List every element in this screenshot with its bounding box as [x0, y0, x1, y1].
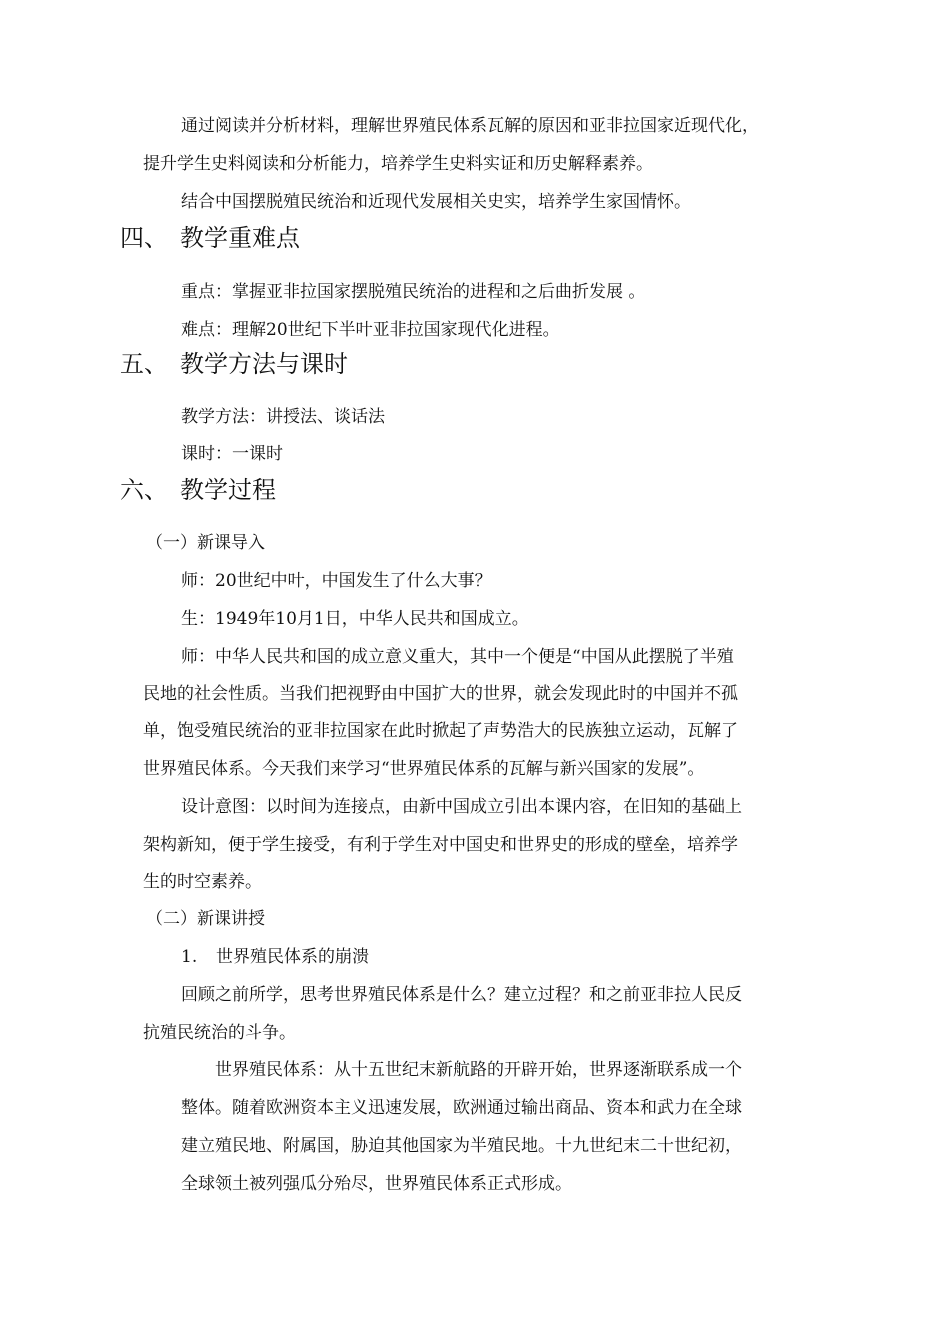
design-intent-line-1: 设计意图：以时间为连接点，由新中国成立引出本课内容，在旧知的基础上 [181, 797, 742, 817]
teacher-line-3: 单，饱受殖民统治的亚非拉国家在此时掀起了声势浩大的民族独立运动，瓦解了 [143, 721, 738, 741]
definition-line-3: 建立殖民地、附属国，胁迫其他国家为半殖民地。十九世纪末二十世纪初， [181, 1136, 742, 1156]
definition-line-4: 全球领土被列强瓜分殆尽，世界殖民体系正式形成。 [181, 1174, 572, 1194]
heading-number: 五、 [120, 350, 168, 378]
heading-method [120, 349, 348, 379]
definition-line-2: 整体。随着欧洲资本主义迅速发展，欧洲通过输出商品、资本和武力在全球 [181, 1098, 742, 1118]
heading-title: 教学方法与课时 [180, 350, 348, 378]
list-item-number: 1. [181, 947, 198, 967]
heading-process [120, 475, 276, 505]
objective-line-1: 通过阅读并分析材料，理解世界殖民体系瓦解的原因和亚非拉国家近现代化， [181, 116, 759, 136]
review-line-1: 回顾之前所学，思考世界殖民体系是什么？建立过程？和之前亚非拉人民反 [181, 985, 742, 1005]
list-item-title: 世界殖民体系的崩溃 [216, 947, 369, 967]
design-intent-line-2: 架构新知，便于学生接受，有利于学生对中国史和世界史的形成的壁垒，培养学 [143, 835, 738, 855]
review-line-2: 抗殖民统治的斗争。 [143, 1023, 296, 1043]
student-answer: 生：1949年10月1日，中华人民共和国成立。 [181, 609, 529, 629]
heading-number: 四、 [120, 224, 168, 252]
teacher-line-1: 师：中华人民共和国的成立意义重大，其中一个便是“中国从此摆脱了半殖 [181, 647, 734, 667]
objective-line-2: 提升学生史料阅读和分析能力，培养学生史料实证和历史解释素养。 [143, 154, 653, 174]
heading-title: 教学过程 [180, 476, 276, 504]
list-item-1 [181, 945, 369, 969]
key-point: 重点：掌握亚非拉国家摆脱殖民统治的进程和之后曲折发展 。 [181, 282, 646, 302]
subheading-lecture: （二）新课讲授 [146, 909, 265, 929]
heading-title: 教学重难点 [180, 224, 300, 252]
design-intent-line-3: 生的时空素养。 [143, 872, 262, 892]
class-period: 课时：一课时 [181, 444, 283, 464]
teacher-question: 师：20世纪中叶，中国发生了什么大事？ [181, 571, 492, 591]
heading-number: 六、 [120, 476, 168, 504]
subheading-intro: （一）新课导入 [146, 533, 265, 553]
teacher-line-4: 世界殖民体系。今天我们来学习“世界殖民体系的瓦解与新兴国家的发展”。 [143, 759, 705, 779]
teaching-method: 教学方法：讲授法、谈话法 [181, 407, 385, 427]
objective-patriotism: 结合中国摆脱殖民统治和近现代发展相关史实，培养学生家国情怀。 [181, 192, 691, 212]
definition-line-1: 世界殖民体系：从十五世纪末新航路的开辟开始，世界逐渐联系成一个 [215, 1060, 742, 1080]
difficult-point: 难点：理解20世纪下半叶亚非拉国家现代化进程。 [181, 320, 560, 340]
teacher-line-2: 民地的社会性质。当我们把视野由中国扩大的世界，就会发现此时的中国并不孤 [143, 684, 738, 704]
heading-key-points [120, 223, 300, 253]
